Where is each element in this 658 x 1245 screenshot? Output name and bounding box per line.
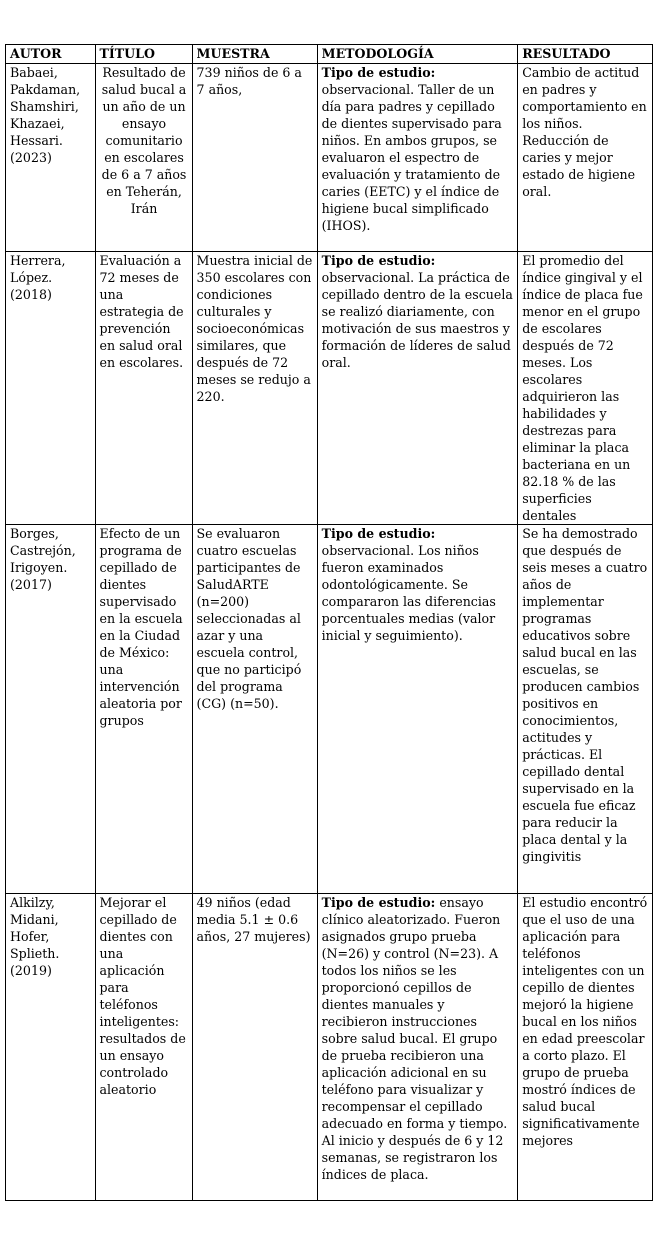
literature-review-table: [5, 44, 653, 1201]
methodology-text: ensayo clínico aleatorizado. Fueron asignados grupo prueba (N=26) y control (N=23). A todos los niños se les proporcionó cepillos de dientes manuales y recibieron instrucciones sobre salud bucal. El grupo de prueba recibieron una aplicación adicional en su teléfono para visualizar y recompensar el cepillado adecuado en forma y tiempo. Al inicio y después de 6 y 12 semanas, se registraron los índices de placa.: [321, 895, 508, 1182]
methodology-text: observacional. Taller de un día para padres y cepillado de dientes supervisado para niños. En ambos grupos, se evaluaron el espectro de evaluación y tratamiento de caries (EETC) y el índice de higiene bucal simplificado (IHOS).: [321, 82, 502, 233]
cell-resultado: Se ha demostrado que después de seis meses a cuatro años de implementar programas educativos sobre salud bucal en las escuelas, se producen cambios positivos en conocimientos, actitudes y prácticas. El cepillado dental supervisado en la escuela fue eficaz para reducir la placa dental y la gingivitis: [518, 525, 653, 894]
study-type-label: Tipo de estudio:: [321, 253, 436, 268]
cell-titulo: Efecto de un programa de cepillado de dientes supervisado en la escuela en la Ciudad de México: una intervención aleatoria por grupos: [95, 525, 192, 894]
cell-metodologia: [317, 64, 518, 252]
table-row: [6, 64, 653, 252]
cell-autor: Alkilzy, Midani, Hofer, Splieth. (2019): [6, 894, 96, 1201]
header-row: [6, 45, 653, 64]
cell-metodologia: [317, 525, 518, 894]
cell-muestra: 49 niños (edad media 5.1 ± 0.6 años, 27 mujeres): [192, 894, 317, 1201]
cell-metodologia: [317, 252, 518, 525]
cell-metodologia: [317, 894, 518, 1201]
header-muestra: MUESTRA: [192, 45, 317, 64]
cell-muestra: 739 niños de 6 a 7 años,: [192, 64, 317, 252]
cell-autor: Herrera, López. (2018): [6, 252, 96, 525]
study-type-label: Tipo de estudio:: [321, 526, 436, 541]
table-row: [6, 525, 653, 894]
header-metodologia: METODOLOGÍA: [317, 45, 518, 64]
methodology-text: observacional. Los niños fueron examinados odontológicamente. Se compararon las diferencias porcentuales medias (valor inicial y seguimiento).: [321, 543, 496, 643]
header-titulo: TÍTULO: [95, 45, 192, 64]
cell-resultado: El promedio del índice gingival y el índice de placa fue menor en el grupo de escolares después de 72 meses. Los escolares adquirieron las habilidades y destrezas para eliminar la placa bacteriana en un 82.18 % de las superficies dentales: [518, 252, 653, 525]
cell-muestra: Muestra inicial de 350 escolares con condiciones culturales y socioeconómicas similares, que después de 72 meses se redujo a 220.: [192, 252, 317, 525]
study-type-label: Tipo de estudio:: [321, 895, 436, 910]
cell-autor: Babaei, Pakdaman, Shamshiri, Khazaei, Hessari. (2023): [6, 64, 96, 252]
cell-resultado: Cambio de actitud en padres y comportamiento en los niños. Reducción de caries y mejor estado de higiene oral.: [518, 64, 653, 252]
cell-titulo: Evaluación a 72 meses de una estrategia de prevención en salud oral en escolares.: [95, 252, 192, 525]
table-row: [6, 252, 653, 525]
study-type-label: Tipo de estudio:: [321, 65, 436, 80]
cell-titulo: Resultado de salud bucal a un año de un ensayo comunitario en escolares de 6 a 7 años en Teherán, Irán: [95, 64, 192, 252]
cell-titulo: Mejorar el cepillado de dientes con una aplicación para teléfonos inteligentes: resultados de un ensayo controlado aleatorio: [95, 894, 192, 1201]
cell-resultado: El estudio encontró que el uso de una aplicación para teléfonos inteligentes con un cepillo de dientes mejoró la higiene bucal en los niños en edad preescolar a corto plazo. El grupo de prueba mostró índices de salud bucal significativamente mejores: [518, 894, 653, 1201]
cell-muestra: Se evaluaron cuatro escuelas participantes de SaludARTE (n=200) seleccionadas al azar y una escuela control, que no participó del programa (CG) (n=50).: [192, 525, 317, 894]
header-autor: AUTOR: [6, 45, 96, 64]
methodology-text: observacional. La práctica de cepillado dentro de la escuela se realizó diariamente, con motivación de sus maestros y formación de líderes de salud oral.: [321, 270, 513, 370]
header-resultado: RESULTADO: [518, 45, 653, 64]
table-row: [6, 894, 653, 1201]
cell-autor: Borges, Castrejón, Irigoyen. (2017): [6, 525, 96, 894]
